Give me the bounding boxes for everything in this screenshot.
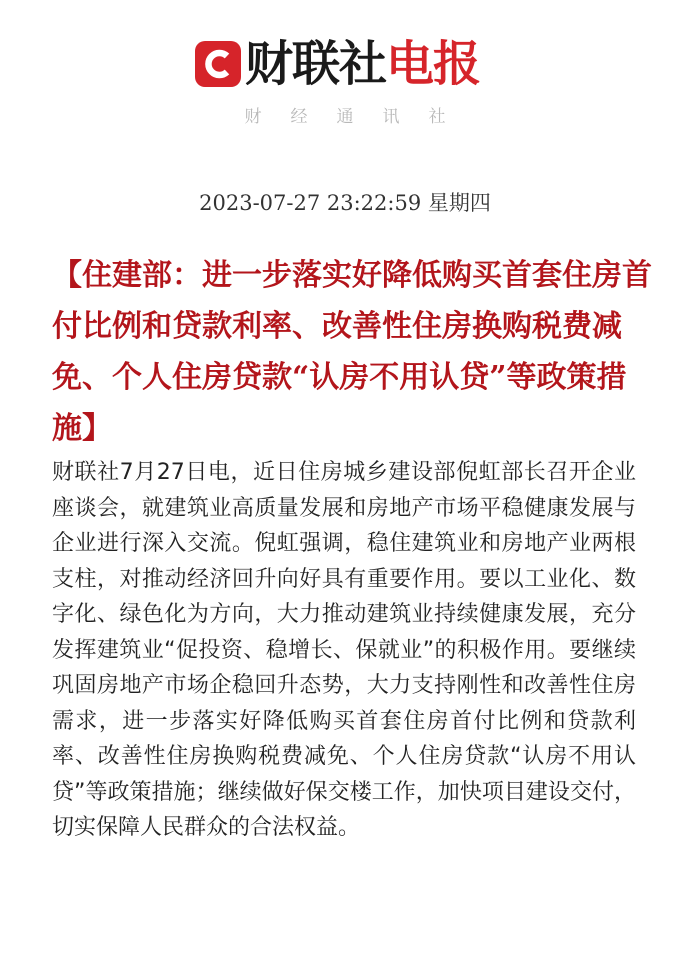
publish-datetime: 2023-07-27 23:22:59 星期四 xyxy=(199,191,491,215)
logo-text-accent: 电报 xyxy=(386,36,481,92)
article-body: 财联社7月27日电，近日住房城乡建设部倪虹部长召开企业座谈会，就建筑业高质量发展和房地产市场平稳健康发展与企业进行深入交流。倪虹强调，稳住建筑业和房地产业两根支柱，对推动经济回升向好具有重要作用。要以工业化、数字化、绿色化为方向，大力推动建筑业持续健康发展，充分发挥建筑业“促投资、稳增长、保就业”的积极作用。要继续巩固房地产市场企稳回升态势，大力支持刚性和改善性住房需求，进一步落实好降低购买首套住房首付比例和贷款利率、改善性住房换购税费减免、个人住房贷款“认房不用认贷”等政策措施；继续做好保交楼工作，加快项目建设交付，切实保障人民群众的合法权益。 xyxy=(52,460,636,840)
c-logo-icon xyxy=(195,41,241,87)
brand-logo xyxy=(195,36,480,92)
masthead xyxy=(0,36,690,136)
logo-text-main: 财联社 xyxy=(245,36,387,92)
article-headline: 【住建部：进一步落实好降低购买首套住房首付比例和贷款利率、改善性住房换购税费减免、个人住房贷款“认房不用认贷”等政策措施】 xyxy=(52,258,652,446)
tagline: 财经通讯社 xyxy=(244,107,475,127)
